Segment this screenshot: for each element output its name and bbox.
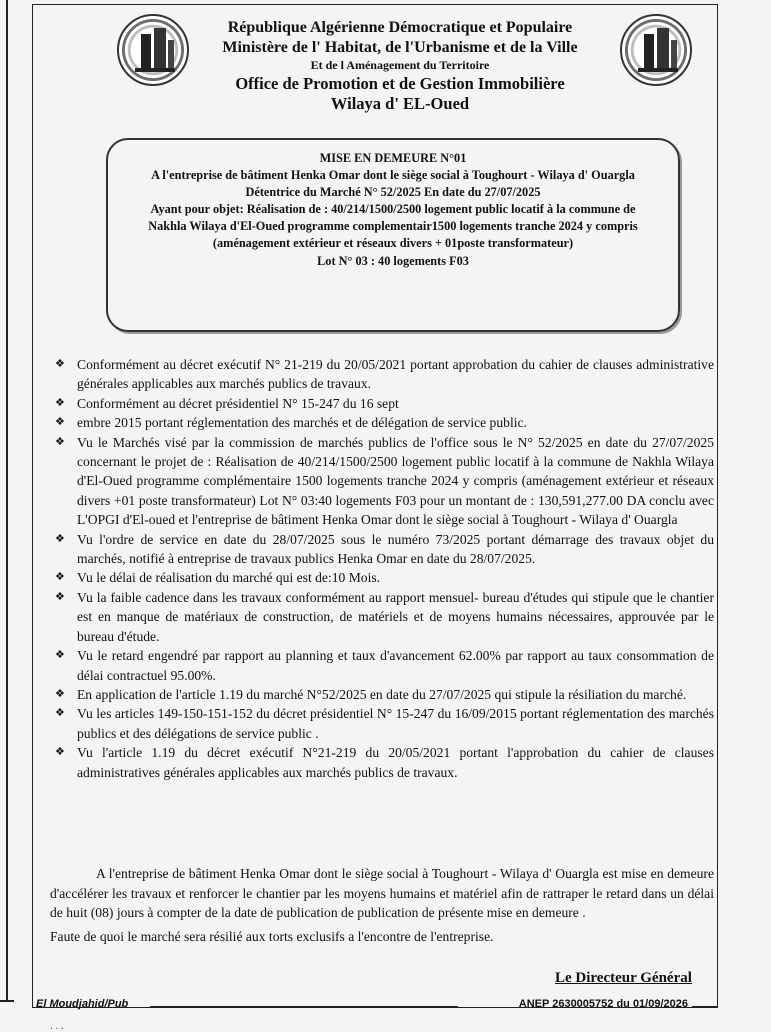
list-item — [54, 588, 714, 646]
issuer-header — [190, 18, 610, 113]
diamond-bullet-icon: ❖ — [55, 707, 65, 720]
closing-warning: Faute de quoi le marché sera résilié aux torts exclusifs a l'encontre de l'entreprise. — [50, 928, 494, 944]
notice-object: Ayant pour objet: Réalisation de : 40/214/1500/2500 logement public locatif à la commune de Nakhla Wilaya d'El-Oued programme complementair1500 logements tranche 2024 y compris (aménagement extérieur et réseaux divers + 01poste transformateur) — [148, 202, 638, 251]
diamond-bullet-icon: ❖ — [55, 435, 65, 448]
header-ministry-sub: Et de l Aménagement du Territoire — [310, 58, 490, 72]
notice-box — [106, 138, 680, 332]
list-item-text: Vu le retard engendré par rapport au planning et taux d'avancement 62.00% par rapport au taux consommation de délai contractuel 95.00%. — [77, 648, 714, 683]
notice-title: MISE EN DEMEURE N°01 — [319, 151, 467, 165]
considerations-list — [54, 355, 714, 782]
cut-off-text-fragment: . . . — [50, 1020, 64, 1032]
list-item — [54, 685, 714, 704]
opgi-emblem-icon — [620, 14, 692, 86]
list-item — [54, 355, 714, 394]
left-column-rule — [6, 0, 8, 1000]
signature: Le Directeur Général — [555, 970, 692, 986]
closing-section — [50, 864, 714, 946]
list-item-text: Vu l'ordre de service en date du 28/07/2025 sous le numéro 73/2025 portant démarrage des travaux objet du marchés, notifié à entreprise de travaux publics Henka Omar en date du 28/07/2025. — [77, 531, 714, 567]
list-item-text: Vu le délai de réalisation du marché qui est de:10 Mois. — [77, 570, 381, 586]
list-item-text: Vu le Marchés visé par la commission de marchés publics de l'office sous le N° 52/2025 en date du 27/07/2025 concernant le projet de : Réalisation de 40/214/1500/2500 logement public locatif à la commune de Nakhla Wilaya d'El-Oued programme complémentaire 1500 logements tranche 2024 y compris (aménagement extérieur et réseaux divers +01 poste transformateur) Lot N° 03:40 logements F03 pour un montant de : 130,591,277.00 DA conclu avec L'OPGI d'El-oued et l'entreprise de bâtiment Henka Omar dont le siège social à Toughourt - Wilaya d' Ouargla — [77, 434, 714, 528]
list-item-text: En application de l'article 1.19 du marché N°52/2025 en date du 27/07/2025 qui stipule la résiliation du marché. — [77, 686, 687, 702]
opgi-emblem-icon — [117, 14, 189, 86]
header-office: Office de Promotion et de Gestion Immobilière — [235, 74, 565, 93]
diamond-bullet-icon: ❖ — [55, 571, 65, 584]
list-item — [54, 433, 714, 530]
list-item-text: Vu l'article 1.19 du décret exécutif N°21-219 du 20/05/2021 portant l'approbation du cahier de clauses administratives générales applicables aux marchés publics de travaux. — [77, 745, 714, 780]
list-item — [54, 413, 714, 432]
diamond-bullet-icon: ❖ — [55, 590, 65, 603]
notice-addressee: A l'entreprise de bâtiment Henka Omar dont le siège social à Toughourt - Wilaya d' Ouargla — [151, 168, 635, 183]
list-item — [54, 743, 714, 782]
list-item-text: Vu la faible cadence dans les travaux conformément au rapport mensuel- bureau d'études qui stipule que le chantier est en manque de matériaux de construction, de matériels et de moyens humains nécessaires, approuvée par le bureau d'étude. — [77, 589, 714, 644]
notice-contract: Détentrice du Marché N° 52/2025 En date du 27/07/2025 — [245, 185, 541, 200]
left-column-rule-end — [0, 1000, 14, 1002]
header-wilaya: Wilaya d' EL-Oued — [330, 93, 470, 113]
footer-reference: ANEP 2630005752 du 01/09/2026 — [518, 998, 688, 1010]
diamond-bullet-icon: ❖ — [55, 396, 65, 409]
list-item-text: embre 2015 portant réglementation des marchés et de délégation de service public. — [77, 415, 527, 431]
list-item-text: Conformément au décret présidentiel N° 15-247 du 16 sept — [77, 395, 399, 411]
list-item-text: Conformément au décret exécutif N° 21-219 du 20/05/2021 portant approbation du cahier de clauses administrative générales applicables aux marchés publics de travaux. — [77, 357, 714, 392]
diamond-bullet-icon: ❖ — [55, 746, 65, 759]
list-item — [54, 646, 714, 685]
diamond-bullet-icon: ❖ — [55, 532, 65, 545]
notice-lot: Lot N° 03 : 40 logements F03 — [317, 253, 469, 268]
footer-source: El Moudjahid/Pub — [36, 998, 129, 1010]
footer-rule-right — [692, 1006, 718, 1008]
diamond-bullet-icon: ❖ — [55, 687, 65, 700]
footer — [32, 996, 718, 1016]
list-item — [54, 568, 714, 587]
diamond-bullet-icon: ❖ — [55, 649, 65, 662]
list-item-text: Vu les articles 149-150-151-152 du décret présidentiel N° 15-247 du 16/09/2015 portant réglementation des marchés publics et des délégations de service public . — [77, 706, 714, 741]
closing-paragraph: A l'entreprise de bâtiment Henka Omar dont le siège social à Toughourt - Wilaya d' Ouargla est mise en demeure d'accélérer les travaux et renforcer le chantier par les moyens humains et matériel afin de rattraper le retard dans un délai de huit (08) jours à compter de la date de publication de publication de présente mise en demeure . — [50, 866, 714, 921]
list-item — [54, 394, 714, 413]
header-republic: République Algérienne Démocratique et Populaire — [227, 19, 573, 36]
diamond-bullet-icon: ❖ — [55, 358, 65, 370]
diamond-bullet-icon: ❖ — [55, 416, 65, 429]
footer-rule-left — [150, 1006, 458, 1008]
header-ministry: Ministère de l' Habitat, de l'Urbanisme et de la Ville — [222, 38, 578, 56]
list-item — [54, 530, 714, 569]
list-item — [54, 704, 714, 743]
